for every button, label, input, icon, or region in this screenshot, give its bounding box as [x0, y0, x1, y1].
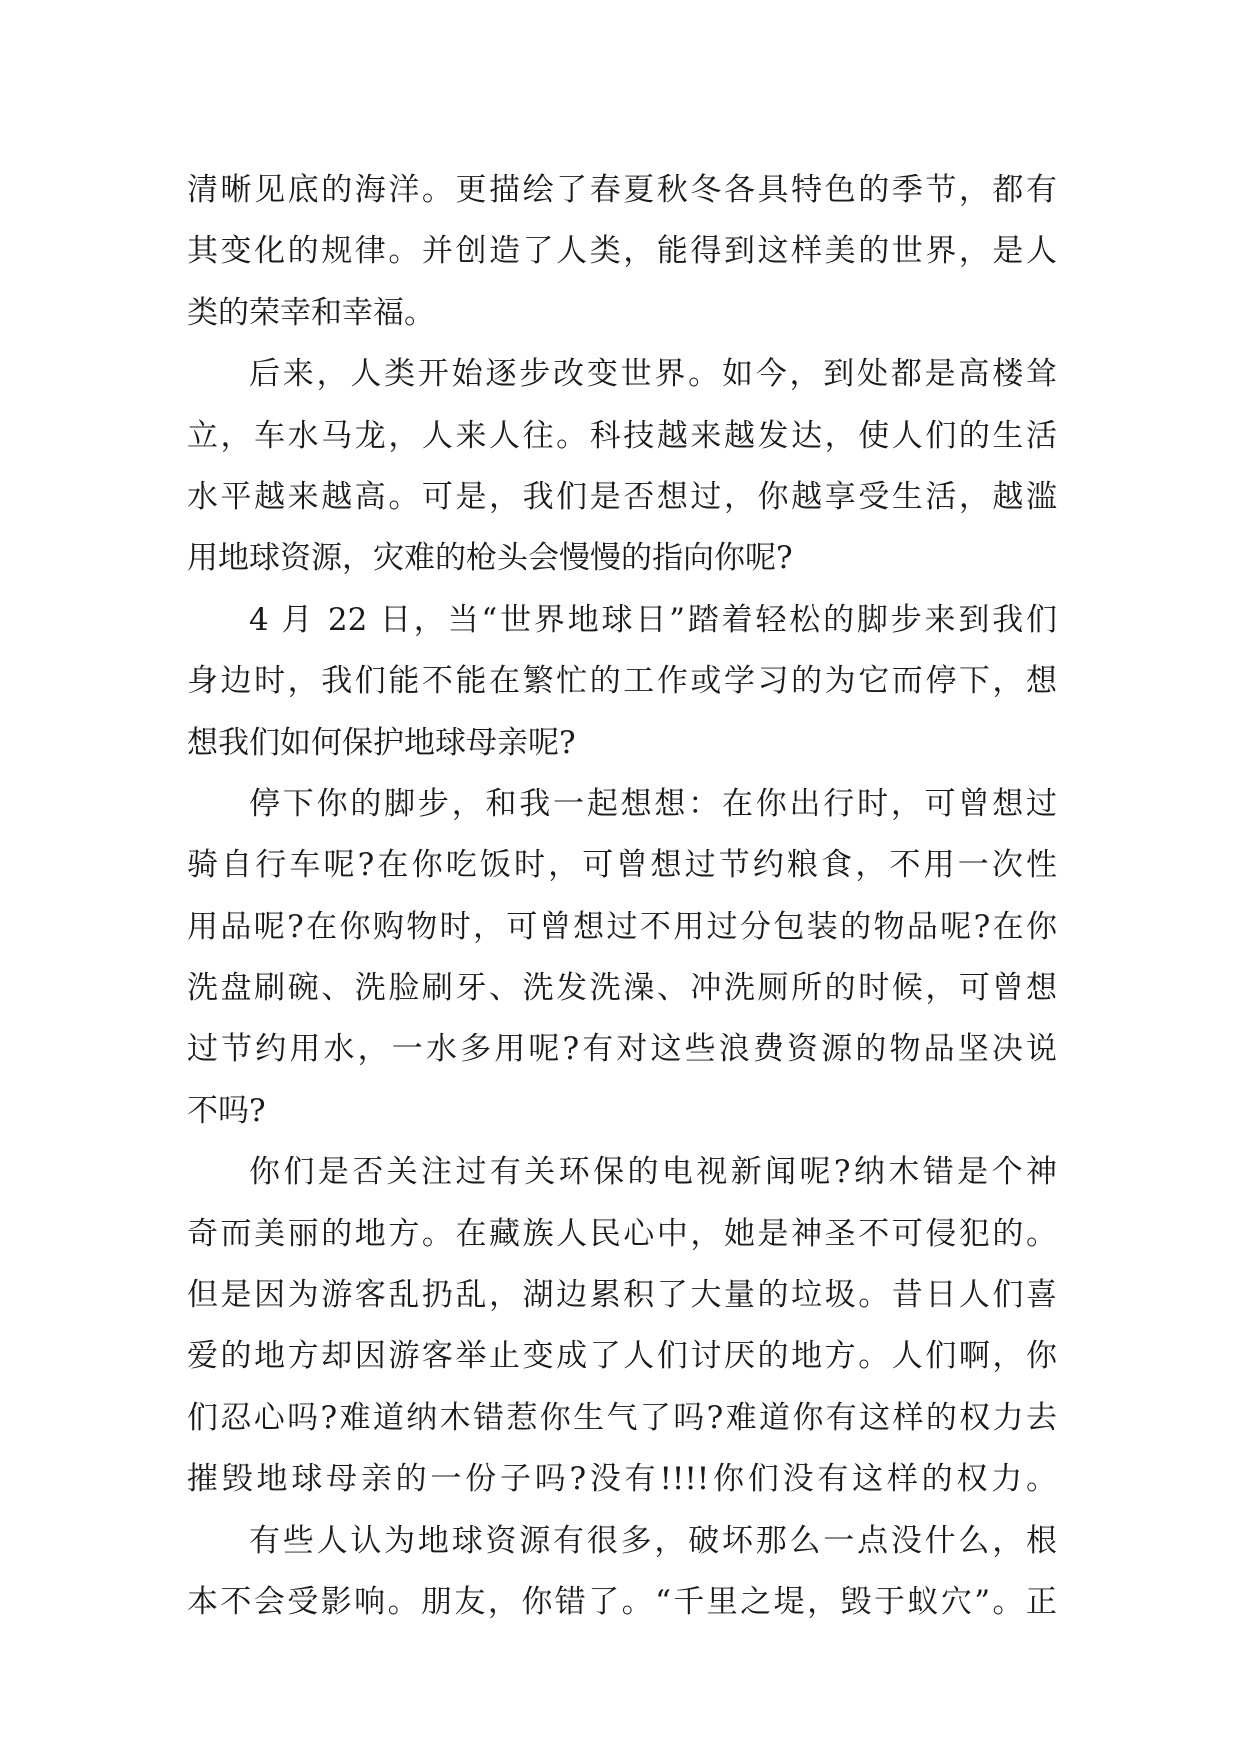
text-line: 水平越来越高。可是，我们是否想过，你越享受生活，越滥 [187, 478, 1057, 515]
text-line: 其变化的规律。并创造了人类，能得到这样美的世界，是人 [187, 233, 1057, 270]
text-line: 4 月 22 日，当“世界地球日”踏着轻松的脚步来到我们 [249, 601, 1057, 638]
text-line: 类的荣幸和幸福。 [187, 294, 435, 331]
text-line: 洗盘刷碗、洗脸刷牙、洗发洗澡、冲洗厕所的时候，可曾想 [187, 970, 1057, 1007]
text-line: 本不会受影响。朋友，你错了。“千里之堤，毁于蚁穴”。正 [187, 1583, 1057, 1620]
text-line: 停下你的脚步，和我一起想想：在你出行时，可曾想过 [249, 785, 1057, 822]
text-line: 有些人认为地球资源有很多，破坏那么一点没什么，根 [249, 1522, 1057, 1559]
text-line: 但是因为游客乱扔乱，湖边累积了大量的垃圾。昔日人们喜 [187, 1277, 1057, 1314]
text-line: 爱的地方却因游客举止变成了人们讨厌的地方。人们啊，你 [187, 1338, 1057, 1375]
text-line: 立，车水马龙，人来人往。科技越来越发达，使人们的生活 [187, 417, 1057, 454]
text-line: 用地球资源，灾难的枪头会慢慢的指向你呢? [187, 540, 793, 577]
text-line: 奇而美丽的地方。在藏族人民心中，她是神圣不可侵犯的。 [187, 1215, 1057, 1252]
text-line: 摧毁地球母亲的一份子吗?没有!!!!你们没有这样的权力。 [187, 1461, 1057, 1498]
text-line: 清晰见底的海洋。更描绘了春夏秋冬各具特色的季节，都有 [187, 172, 1057, 208]
text-line: 你们是否关注过有关环保的电视新闻呢?纳木错是个神 [249, 1154, 1057, 1191]
document-body [187, 160, 1057, 1633]
text-line: 用品呢?在你购物时，可曾想过不用过分包装的物品呢?在你 [187, 908, 1057, 945]
text-line: 后来，人类开始逐步改变世界。如今，到处都是高楼耸 [249, 356, 1057, 393]
text-line: 过节约用水，一水多用呢?有对这些浪费资源的物品坚决说 [187, 1031, 1057, 1068]
text-line: 们忍心吗?难道纳木错惹你生气了吗?难道你有这样的权力去 [187, 1399, 1057, 1436]
text-line: 不吗? [187, 1092, 266, 1129]
text-line: 身边时，我们能不能在繁忙的工作或学习的为它而停下，想 [187, 663, 1057, 700]
text-line: 想我们如何保护地球母亲呢? [187, 724, 576, 761]
text-line: 骑自行车呢?在你吃饭时，可曾想过节约粮食，不用一次性 [187, 847, 1057, 884]
